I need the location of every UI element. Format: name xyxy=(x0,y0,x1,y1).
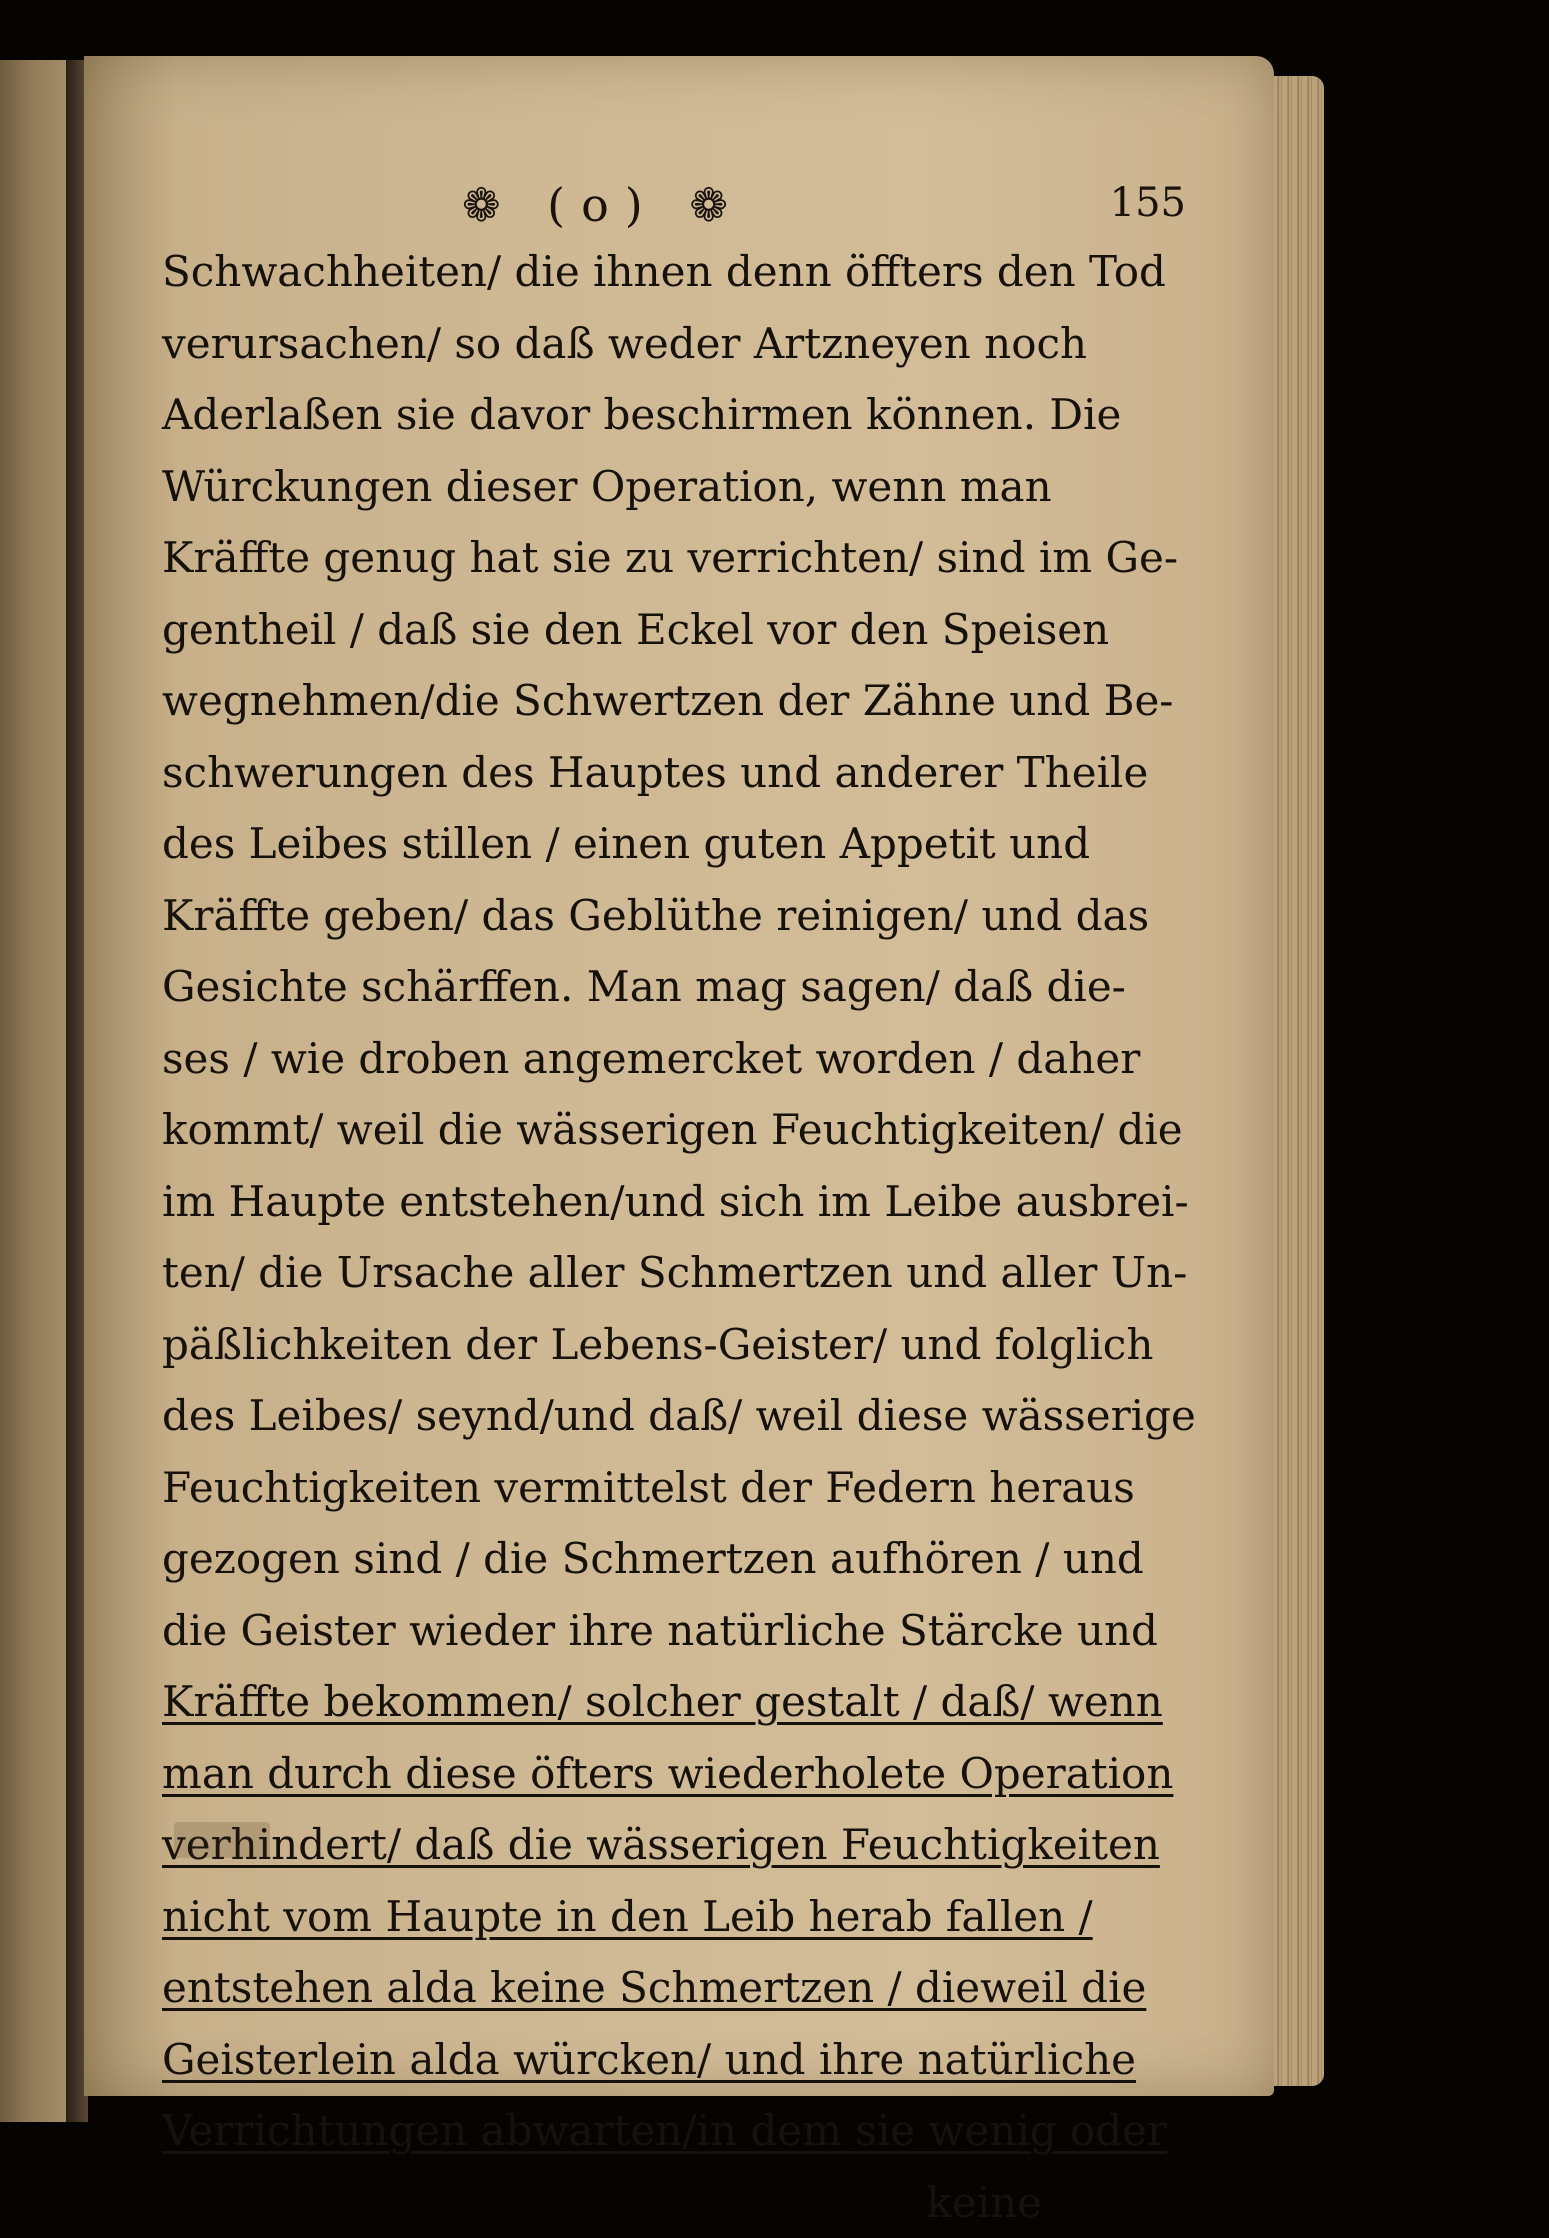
text-line: Feuchtigkeiten vermittelst der Federn heraus xyxy=(162,1452,1042,1524)
text-line: des Leibes/ seynd/und daß/ weil diese wässerige xyxy=(162,1380,1042,1452)
text-line: ses / wie droben angemercket worden / daher xyxy=(162,1023,1042,1095)
underlined-line: Verrichtungen abwarten/in dem sie wenig oder xyxy=(162,2095,1042,2167)
underlined-line: Kräffte bekommen/ solcher gestalt / daß/ wenn xyxy=(162,1666,1042,1738)
text-line: Aderlaßen sie davor beschirmen können. Die xyxy=(162,379,1042,451)
text-line: des Leibes stillen / einen guten Appetit und xyxy=(162,808,1042,880)
text-line: verursachen/ so daß weder Artzneyen noch xyxy=(162,308,1042,380)
catchword: keine xyxy=(162,2167,1042,2238)
text-line: gezogen sind / die Schmertzen aufhören / und xyxy=(162,1523,1042,1595)
running-head xyxy=(84,178,1274,238)
text-line: Schwachheiten/ die ihnen denn öffters den Tod xyxy=(162,236,1042,308)
text-line: Kräffte genug hat sie zu verrichten/ sind im Ge- xyxy=(162,522,1042,594)
text-line: Würckungen dieser Operation, wenn man xyxy=(162,451,1042,523)
text-line: die Geister wieder ihre natürliche Stärcke und xyxy=(162,1595,1042,1667)
underlined-line: Geisterlein alda würcken/ und ihre natürliche xyxy=(162,2024,1042,2096)
underlined-line: man durch diese öfters wiederholete Operation xyxy=(162,1738,1042,1810)
underlined-line: verhindert/ daß die wässerigen Feuchtigkeiten xyxy=(162,1809,1042,1881)
page-number: 155 xyxy=(1110,180,1186,226)
faded-stamp xyxy=(174,1822,270,1858)
text-line: Gesichte schärffen. Man mag sagen/ daß die- xyxy=(162,951,1042,1023)
text-line: Kräffte geben/ das Geblüthe reinigen/ und das xyxy=(162,880,1042,952)
text-line: wegnehmen/die Schwertzen der Zähne und Be- xyxy=(162,665,1042,737)
text-line: schwerungen des Hauptes und anderer Theile xyxy=(162,737,1042,809)
text-line: päßlichkeiten der Lebens-Geister/ und folglich xyxy=(162,1309,1042,1381)
text-line: im Haupte entstehen/und sich im Leibe ausbrei- xyxy=(162,1166,1042,1238)
text-line: gentheil / daß sie den Eckel vor den Speisen xyxy=(162,594,1042,666)
body-text xyxy=(162,236,1042,2238)
left-page-edge xyxy=(0,60,66,2122)
text-line: ten/ die Ursache aller Schmertzen und aller Un- xyxy=(162,1237,1042,1309)
text-line: kommt/ weil die wässerigen Feuchtigkeiten/ die xyxy=(162,1094,1042,1166)
head-ornament: ❁ (o) ❁ xyxy=(462,178,744,232)
underlined-line: nicht vom Haupte in den Leib herab fallen / xyxy=(162,1881,1042,1953)
underlined-line: entstehen alda keine Schmertzen / dieweil die xyxy=(162,1952,1042,2024)
